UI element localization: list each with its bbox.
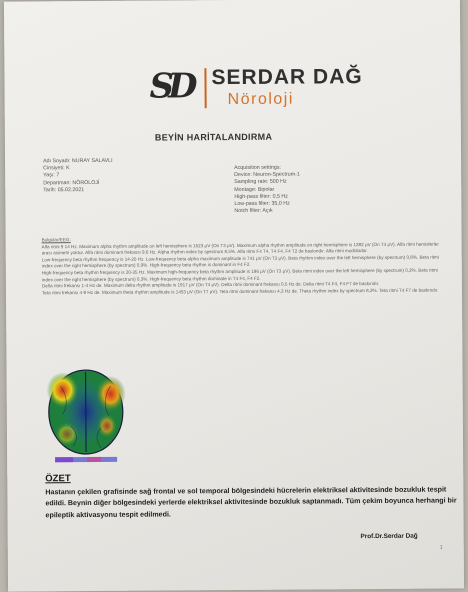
summary-section [45, 470, 457, 541]
report-title: BEYİN HARİTALANDIRMA [154, 131, 273, 143]
summary-text: Hastanın çekilen grafisinde sağ frontal ve sol temporal bölgesindeki hücrelerin elektriksel aktivitesinde bozukluk tespit edildi. Beynin diğer bölgesindeki yerlerde elektriksel aktivitesinde bozukluk saptanmadı. Tüm çekim boyunca herhangi bir epileptik aktivasyonu tespit edilmedi. [45, 485, 457, 520]
summary-heading: ÖZET [45, 473, 71, 485]
findings-high-beta: High-frequency beta rhythm frequency is 20-35 Hz. Maximum high-frequency beta rhythm amplitude is 196 μV (On T3 μV). Beta ritmi index over the left hemisphere (by spectrum) 0,2%. Beta ritmi index over the right hemisphere (by spectrum) 0,3%. High-frequency beta rhythm dominate in T4 F4, F4 F2. [41, 267, 438, 282]
report-date: Tarih: 05.02.2021 [43, 186, 85, 194]
brain-topography-map-icon [40, 366, 131, 470]
settings-header: Acquisition settings: [234, 164, 281, 171]
report-page [4, 0, 464, 592]
settings-notch: Notch filter: Açık [234, 207, 273, 215]
logo-subtitle: Nöroloji [227, 90, 294, 109]
settings-high-pass: High-pass filter: 0,5 Hz [234, 193, 288, 200]
settings-sampling-rate: Sampling rate: 500 Hz [234, 179, 287, 186]
patient-name: Adı Soyadı: NURAY SALAVLI [43, 157, 113, 165]
eeg-findings [42, 235, 447, 297]
settings-low-pass: Low-pass filter: 35,0 Hz [234, 200, 290, 208]
settings-device: Device: Neuron-Spectrum-1 [234, 171, 300, 179]
patient-department: Departman: NÖROLOJİ [43, 179, 100, 186]
page-number: 1 [439, 544, 443, 551]
findings-delta: Delta ritmi frekansı 1-4 Hz de. Maximum delta rhythm amplitude is 1917 μV (On T4 μV). Delta ritmi dominant frekansı 0,5 Hz de. Delta ritmi T4 F4, F4 F7 de baskındır. [41, 281, 380, 289]
findings-header: Bulgular/EEG: [41, 237, 71, 243]
patient-info [43, 158, 113, 194]
logo-divider [204, 68, 206, 108]
logo-name: SERDAR DAĞ [211, 65, 363, 90]
patient-gender: Cinsiyeti: K [43, 165, 70, 172]
settings-montage: Montage: Bipolar [234, 186, 275, 193]
findings-alpha: Alfa ritmi 9 14 Hz. Maximum alpha rhythm amplitude on left hemisphere is 1523 μV (On T3 μV). Maximum alpha rhythm amplitude on right hemisphere is 1382 μV (On T4 μV). Alfa ritmi hemisferler arası asimetri yoktur. Alfa ritmi dominant frekansı 9,6 Hz. Alpha rhythm index by spectrum 8,5%. Alfa ritmi F4 T4, T4 F4, F4 T2 de baskındır. Alfa ritmi modülüdür. [41, 241, 439, 256]
clinic-logo [149, 59, 363, 116]
doctor-signature: Prof.Dr.Serdar Dağ [360, 532, 418, 541]
findings-low-beta: Low-frequency beta rhythm frequency is 14-20 Hz. Low-frequency beta alpha maximum amplitude is 741 μV (On T3 μV). Beta rhythm index over the left hemisphere (by spectrum) 0,8%. Beta ritmi index over the right hemisphere (by spectrum) 0,9%. High-frequency beta rhythm is dominant in F4 F2. [41, 254, 439, 269]
logo-monogram: SD [149, 66, 192, 107]
patient-age: Yaşı: 7 [43, 172, 60, 179]
acquisition-settings [234, 165, 300, 216]
findings-theta: Teta ritmi frekansı 4-8 Hz de. Maximum theta rhythm amplitude is 1453 μV (On T7 μV). Teta ritmi dominant frekansı 4,3 Hz de. Theta rhythm index by spectrum 8,2%. Teta ritmi T4 F7 de baskındır. [41, 287, 439, 296]
